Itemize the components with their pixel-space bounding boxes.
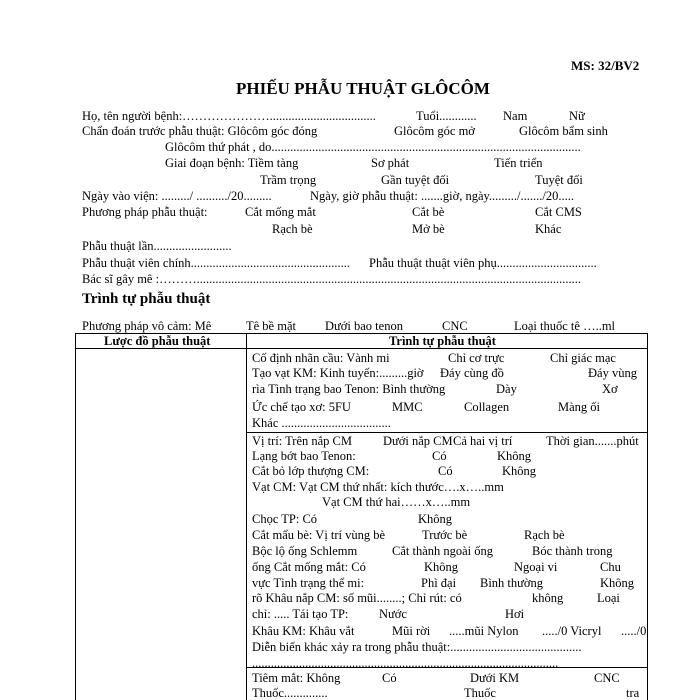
step-episclera-removal: Cắt bỏ lớp thượng CM: [252,464,370,478]
stage-latent[interactable]: Giai đoạn bệnh: Tiềm tàng [165,156,299,170]
step-duration-field[interactable]: Thời gian.......phút [546,434,639,448]
step-conj-other[interactable]: ...../0 [621,624,647,638]
step-tenon-fibrous[interactable]: Xơ [602,382,618,396]
step-fixation-cornea[interactable]: Chỉ giác mạc [550,351,616,365]
anesthesia-general[interactable]: Phương pháp vô cảm: Mê [82,319,212,333]
step-ciliary-state: vực Tình trạng thể mi: [252,576,365,590]
stage-early[interactable]: Sơ phát [371,156,410,170]
step-tenon-trim-yes[interactable]: Có [432,449,447,463]
step-iridectomy-peripheral[interactable]: Ngoại vi [514,560,558,574]
step-schlemm-outer[interactable]: Cắt thành ngoài ống [392,544,494,558]
main-surgeon-field[interactable]: Phẫu thuật viên chính................................................... [82,256,351,270]
step-conj-vicryl[interactable]: ...../0 Vicryl [542,624,602,638]
step-iridectomy-no[interactable]: Không [424,560,459,574]
table-col-diagram-header: Lược đồ phẫu thuật [104,334,211,348]
diagnosis-secondary[interactable]: Glôcôm thứ phát , do................................................................................................... [165,140,581,154]
step-drug-topical[interactable]: tra [626,686,640,700]
step-ciliary-normal[interactable]: Bình thường [480,576,544,590]
method-other[interactable]: Khác [535,222,562,236]
table-row-divider [247,432,647,433]
method-trabeculotomy[interactable]: Mở bè [412,222,445,236]
table-right-border [647,333,648,700]
step-ac-water[interactable]: Nước [379,607,407,621]
step-fixation[interactable]: Cố định nhãn cầu: Vành mi [252,351,390,365]
step-conj-running[interactable]: Khâu KM: Khâu vắt [252,624,355,638]
step-ac-air[interactable]: Hơi [505,607,525,621]
step-episclera-no[interactable]: Không [502,464,537,478]
diagnosis-open-angle[interactable]: Glôcôm góc mở [394,124,475,138]
step-trabecular-anterior[interactable]: Trước bè [422,528,468,542]
step-tenon-normal[interactable]: rìa Tình trạng bao Tenon: Bình thường [252,382,446,396]
step-antifibrotic-other[interactable]: Khác ................................... [252,416,391,430]
step-position-both[interactable]: Cả hai vị trí [453,434,513,448]
step-trabecular-position[interactable]: Cắt mẩu bè: Vị trí vùng bè [252,528,386,542]
anesthesia-drug-field[interactable]: Loại thuốc tê …..ml [514,319,616,333]
step-drug-second[interactable]: Thuốc [464,686,496,700]
step-ciliary-unclear[interactable]: Không [600,576,635,590]
step-suture-type[interactable]: Loại [597,591,620,605]
form-code: MS: 32/BV2 [571,58,640,73]
step-antifibrotic-mmc[interactable]: MMC [392,400,423,414]
step-tenon-thick[interactable]: Dày [496,382,517,396]
step-paracentesis-yes[interactable]: Chọc TP: Có [252,512,318,526]
step-injection-yes[interactable]: Có [382,671,397,685]
stage-absolute[interactable]: Tuyệt đối [535,173,583,187]
surgery-diagram-area[interactable] [76,349,246,699]
anesthesia-surface[interactable]: Tê bề mặt [246,319,296,333]
table-col-steps-header: Trình tự phẫu thuật [389,334,496,348]
patient-age-field[interactable]: Tuổi............ [416,109,477,123]
step-ciliary-hypertrophy[interactable]: Phì đại [421,576,457,590]
gender-female-option[interactable]: Nữ [569,109,585,123]
step-antifibrotic-5fu[interactable]: Ức chế tạo xơ: 5FU [252,400,351,414]
step-iridectomy-sector[interactable]: Chu [600,560,621,574]
step-drug-field[interactable]: Thuốc.............. [252,686,328,700]
step-position-above[interactable]: Vị trí: Trên nắp CM [252,434,353,448]
step-schlemm-expose[interactable]: Bộc lộ ống Schlemm [252,544,358,558]
anesthesia-cnc[interactable]: CNC [442,319,468,333]
step-conj-nylon[interactable]: .....mũi Nylon [449,624,519,638]
step-flap-limbus[interactable]: Đáy vùng [588,366,637,380]
surgery-datetime-field[interactable]: Ngày, giờ phẫu thuật: .......giờ, ngày........./......./20..... [310,189,575,203]
method-label: Phương pháp phẫu thuật: [82,205,208,219]
step-schlemm-inner[interactable]: Bóc thành trong [532,544,613,558]
method-iridectomy[interactable]: Cắt mống mắt [245,205,316,219]
stage-severe[interactable]: Trầm trọng [260,173,317,187]
anesthetist-field[interactable]: Bác sĩ gây mê :………........................................................................................................................... [82,272,581,286]
step-complications-continued[interactable]: .................................................................................................. [252,656,559,670]
step-tenon-trim: Lạng bớt bao Tenon: [252,449,356,463]
section-title: Trình tự phẫu thuật [82,291,211,307]
step-injection-no[interactable]: Tiêm mắt: Không [252,671,341,685]
stage-near-absolute[interactable]: Gần tuyệt đối [381,173,450,187]
step-trabecular-incision[interactable]: Rạch bè [524,528,565,542]
step-flap-fornix[interactable]: Đáy cùng đồ [440,366,504,380]
step-ac-reform[interactable]: chỉ: ..... Tái tạo TP: [252,607,349,621]
stage-progressive[interactable]: Tiến triển [494,156,543,170]
step-paracentesis-no[interactable]: Không [418,512,453,526]
step-scleral-flap-first[interactable]: Vạt CM: Vạt CM thứ nhất: kích thước….x…..mm [252,480,504,494]
step-injection-subconj[interactable]: Dưới KM [470,671,520,685]
step-antifibrotic-amnion[interactable]: Màng ối [558,400,601,414]
step-scleral-suture[interactable]: rõ Khâu nắp CM: số mũi........; Chỉ rút: có [252,591,462,605]
step-position-below[interactable]: Dưới nắp CM [383,434,453,448]
step-conj-interrupted[interactable]: Mũi rời [392,624,431,638]
step-iridectomy-yes[interactable]: ống Cắt mống mắt: Có [252,560,366,574]
admission-date-field[interactable]: Ngày vào viện: ........./ ........../20......... [82,189,272,203]
step-suture-removable-no[interactable]: không [532,591,564,605]
method-goniotomy[interactable]: Rạch bè [272,222,313,236]
step-scleral-flap-second[interactable]: Vạt CM thứ hai……x…..mm [322,495,471,509]
table-column-divider [246,333,247,700]
anesthesia-sub-tenon[interactable]: Dưới bao tenon [325,319,403,333]
page-title: PHIẾU PHẪU THUẬT GLÔCÔM [236,79,490,98]
diagnosis-congenital[interactable]: Glôcôm bẩm sinh [519,124,608,138]
step-episclera-yes[interactable]: Có [438,464,453,478]
step-fixation-muscle[interactable]: Chỉ cơ trực [448,351,505,365]
method-cms[interactable]: Cắt CMS [535,205,582,219]
patient-name-field[interactable]: Họ, tên người bệnh:………………….................................. [82,109,376,123]
assistant-surgeon-field[interactable]: Phẫu thuật thuật viên phụ................................ [369,256,597,270]
gender-male-option[interactable]: Nam [503,109,528,123]
step-complications-field[interactable]: Diễn biến khác xảy ra trong phẫu thuật:.......................................... [252,640,582,654]
method-trabeculectomy[interactable]: Cắt bè [412,205,445,219]
surgery-count-field[interactable]: Phẫu thuật lần......................... [82,239,232,253]
diagnosis-closed-angle[interactable]: Chẩn đoán trước phẫu thuật: Glôcôm góc đóng [82,124,318,138]
step-flap-meridian[interactable]: Tạo vạt KM: Kinh tuyến:.........giờ [252,366,424,380]
step-antifibrotic-collagen[interactable]: Collagen [464,400,510,414]
step-injection-cnc[interactable]: CNC [594,671,620,685]
step-tenon-trim-no[interactable]: Không [497,449,532,463]
